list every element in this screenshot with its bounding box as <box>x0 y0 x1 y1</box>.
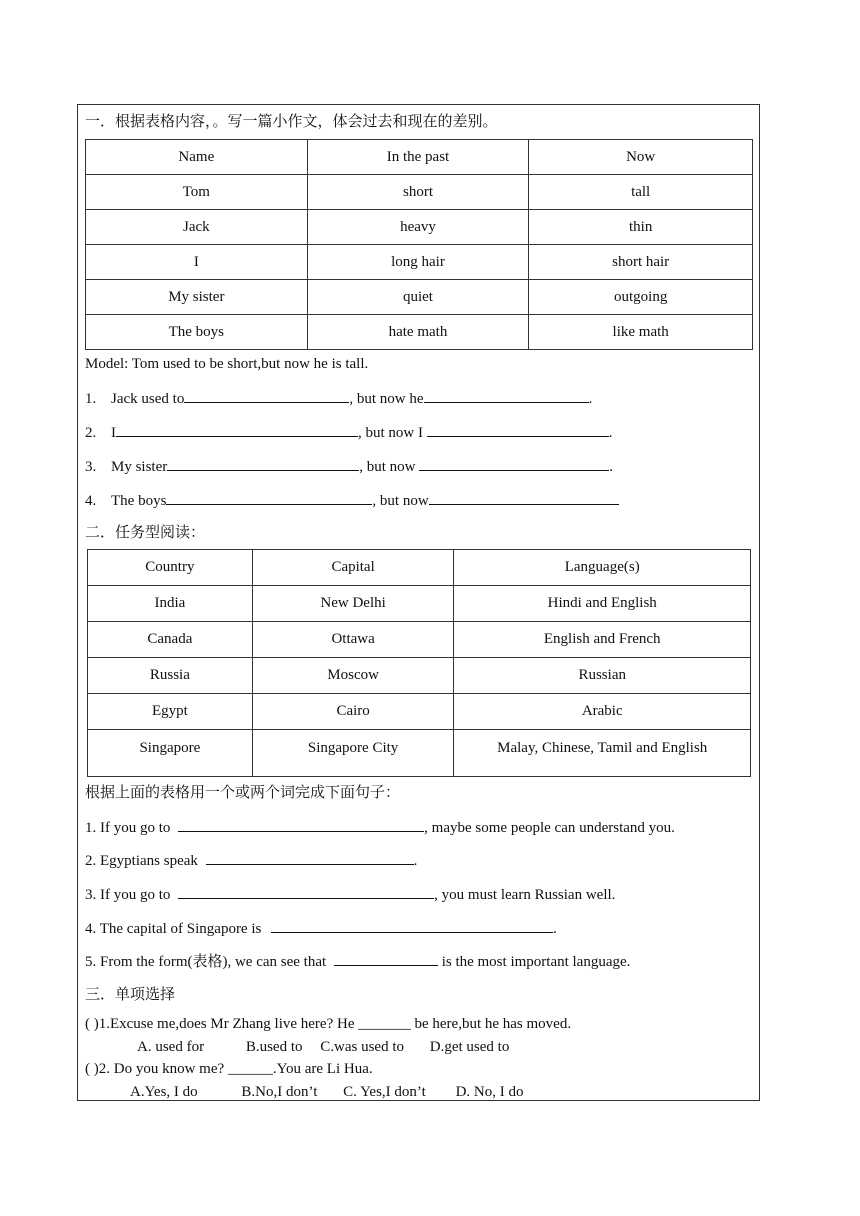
cell: Russia <box>88 658 253 694</box>
section2-instruction: 根据上面的表格用一个或两个词完成下面句子： <box>85 785 401 801</box>
section1-heading: 一．根据表格内容，。写一篇小作文，体会过去和现在的差别。 <box>85 114 498 130</box>
table-row <box>86 315 753 350</box>
option-d[interactable]: D.get used to <box>429 1039 510 1055</box>
answer-blank[interactable] <box>206 850 414 865</box>
option-d[interactable]: D. No, I do <box>455 1084 524 1100</box>
item-number: 3. <box>85 459 97 475</box>
cell: Cairo <box>252 694 454 730</box>
header-capital: Capital <box>252 550 454 586</box>
writing-item-2: 2. I , but now I . <box>85 422 613 443</box>
cell: like math <box>529 315 753 350</box>
header-past: In the past <box>307 140 529 175</box>
answer-blank[interactable] <box>116 422 358 437</box>
cell: Egypt <box>88 694 253 730</box>
option-a[interactable]: A.Yes, I do <box>130 1084 198 1100</box>
table-header-row <box>86 140 753 175</box>
answer-blank[interactable] <box>167 456 359 471</box>
question-2-stem: ( )2. Do you know me? ______.You are Li Hua. <box>85 1061 373 1077</box>
cell: short hair <box>529 245 753 280</box>
answer-blank[interactable] <box>429 490 619 505</box>
cell: thin <box>529 210 753 245</box>
cell: The boys <box>86 315 308 350</box>
fill-item-5: 5. From the form(表格), we can see that is the most important language. <box>85 951 630 972</box>
answer-blank[interactable] <box>271 918 553 933</box>
cell: Moscow <box>252 658 454 694</box>
section3-heading: 三．单项选择 <box>85 987 176 1003</box>
answer-blank[interactable] <box>178 884 434 899</box>
item-number: 4. <box>85 493 97 509</box>
answer-blank[interactable] <box>424 388 589 403</box>
country-table <box>87 549 751 777</box>
option-a[interactable]: A. used for <box>137 1039 205 1055</box>
table-row <box>88 586 751 622</box>
cell: short <box>307 175 529 210</box>
answer-blank[interactable] <box>427 422 609 437</box>
table-row <box>88 730 751 777</box>
answer-blank[interactable] <box>419 456 609 471</box>
cell: Singapore City <box>252 730 454 777</box>
cell: long hair <box>307 245 529 280</box>
option-c[interactable]: C. Yes,I don’t <box>343 1084 426 1100</box>
cell: quiet <box>307 280 529 315</box>
table-header-row <box>88 550 751 586</box>
past-now-table <box>85 139 753 350</box>
cell: Malay, Chinese, Tamil and English <box>454 730 751 777</box>
option-b[interactable]: B.No,I don’t <box>241 1084 318 1100</box>
cell: I <box>86 245 308 280</box>
cell: My sister <box>86 280 308 315</box>
answer-blank[interactable] <box>184 388 349 403</box>
cell: outgoing <box>529 280 753 315</box>
question-1-options <box>137 1037 509 1057</box>
fill-item-1: 1. If you go to , maybe some people can understand you. <box>85 817 675 838</box>
cell: Tom <box>86 175 308 210</box>
table-row <box>88 694 751 730</box>
cell: Ottawa <box>252 622 454 658</box>
writing-item-1: 1. Jack used to , but now he . <box>85 388 592 409</box>
model-sentence: Model: Tom used to be short,but now he is tall. <box>85 356 369 372</box>
cell: Hindi and English <box>454 586 751 622</box>
cell: India <box>88 586 253 622</box>
header-languages: Language(s) <box>454 550 751 586</box>
cell: Arabic <box>454 694 751 730</box>
writing-item-3: 3. My sister , but now . <box>85 456 613 477</box>
writing-item-4: 4. The boys , but now <box>85 490 619 511</box>
cell: Canada <box>88 622 253 658</box>
cell: hate math <box>307 315 529 350</box>
cell: heavy <box>307 210 529 245</box>
section2-heading: 二．任务型阅读： <box>85 525 206 541</box>
cell: tall <box>529 175 753 210</box>
header-country: Country <box>88 550 253 586</box>
cell: English and French <box>454 622 751 658</box>
header-now: Now <box>529 140 753 175</box>
option-b[interactable]: B.used to <box>245 1039 303 1055</box>
table-row <box>88 658 751 694</box>
cell: Jack <box>86 210 308 245</box>
table-row <box>86 210 753 245</box>
option-c[interactable]: C.was used to <box>320 1039 404 1055</box>
cell: Russian <box>454 658 751 694</box>
item-number: 2. <box>85 425 97 441</box>
table-row <box>86 245 753 280</box>
cell: New Delhi <box>252 586 454 622</box>
fill-item-4: 4. The capital of Singapore is . <box>85 918 557 939</box>
fill-item-3: 3. If you go to , you must learn Russian well. <box>85 884 615 905</box>
question-1-stem: ( )1.Excuse me,does Mr Zhang live here? He _______ be here,but he has moved. <box>85 1016 572 1032</box>
table-row <box>86 280 753 315</box>
item-number: 1. <box>85 391 97 407</box>
answer-blank[interactable] <box>166 490 372 505</box>
answer-blank[interactable] <box>334 951 438 966</box>
table-row <box>88 622 751 658</box>
fill-item-2: 2. Egyptians speak . <box>85 850 417 871</box>
question-2-options <box>130 1082 523 1102</box>
header-name: Name <box>86 140 308 175</box>
cell: Singapore <box>88 730 253 777</box>
table-row <box>86 175 753 210</box>
answer-blank[interactable] <box>178 817 424 832</box>
